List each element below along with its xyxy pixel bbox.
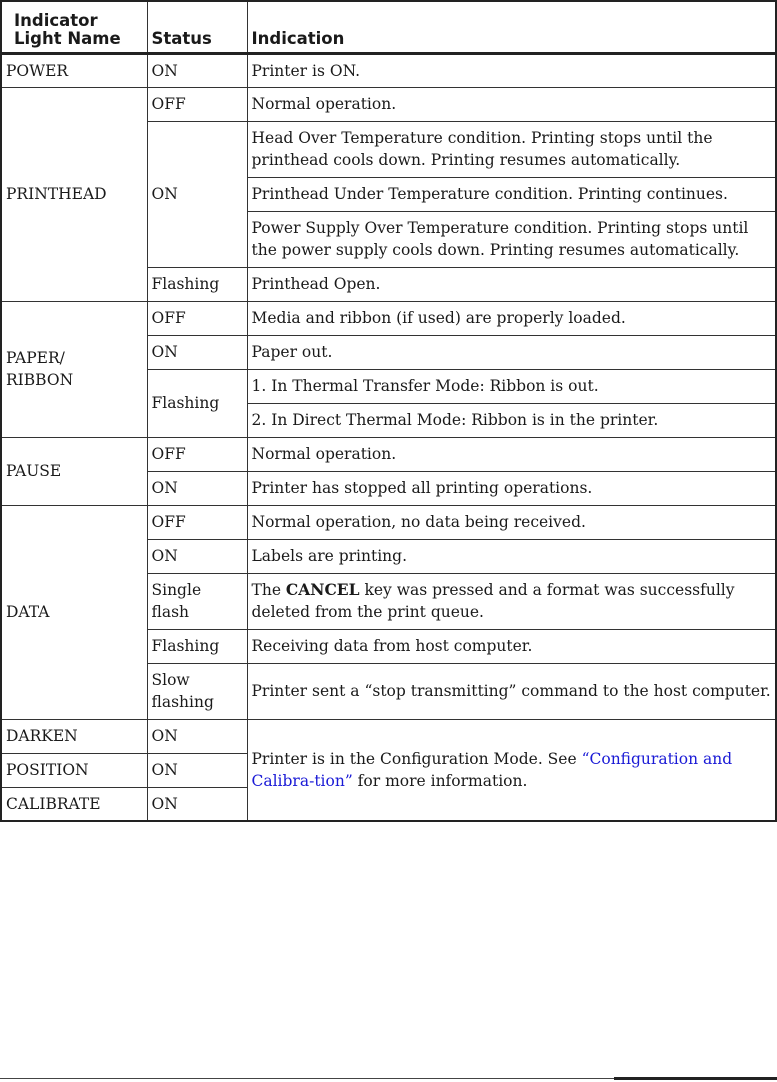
configuration-calibration-link[interactable]: “Configuration and Calibra-tion” [251, 749, 733, 790]
status-cell: Flashing [147, 369, 247, 437]
table-row [1, 505, 776, 539]
indication-cell: Normal operation. [247, 87, 776, 121]
status-cell: Single flash [147, 573, 247, 629]
status-cell: Flashing [147, 267, 247, 301]
indication-cell: Paper out. [247, 335, 776, 369]
status-text: Slow flashing [151, 671, 214, 711]
table-row [1, 53, 776, 87]
indication-cell: Power Supply Over Temperature condition. Printing stops until the power supply cools down. Printing resumes automatically. [247, 211, 776, 267]
page-bottom-rule [0, 1078, 615, 1079]
table-row [1, 87, 776, 121]
table-row [1, 301, 776, 335]
indication-cell: Printer sent a “stop transmitting” command to the host computer. [247, 663, 776, 719]
indication-cell [247, 573, 776, 629]
table-row [1, 719, 776, 753]
light-name-paper-ribbon [1, 301, 147, 437]
status-cell: ON [147, 539, 247, 573]
indication-cell: Media and ribbon (if used) are properly loaded. [247, 301, 776, 335]
table-header-row [1, 1, 776, 53]
indication-text: for more information. [352, 771, 528, 790]
status-cell: Flashing [147, 629, 247, 663]
light-name-position: POSITION [1, 753, 147, 787]
paper-ribbon-label: PAPER/ RIBBON [6, 349, 74, 389]
indication-cell: Normal operation. [247, 437, 776, 471]
light-name-printhead: PRINTHEAD [1, 87, 147, 301]
light-name-calibrate: CALIBRATE [1, 787, 147, 821]
indication-text: key was pressed and a format was successfully deleted from the print queue. [251, 581, 735, 621]
indication-cell: Head Over Temperature condition. Printing stops until the printhead cools down. Printing resumes automatically. [247, 121, 776, 177]
status-cell: ON [147, 121, 247, 267]
indication-cell: Printhead Open. [247, 267, 776, 301]
header-indication: Indication [247, 1, 776, 53]
indication-cell: Labels are printing. [247, 539, 776, 573]
status-cell: ON [147, 719, 247, 753]
status-cell: ON [147, 787, 247, 821]
header-indicator-light-name: Indicator Light Name [1, 1, 147, 53]
indication-cell: Printer is ON. [247, 53, 776, 87]
indication-cell: Printer has stopped all printing operations. [247, 471, 776, 505]
status-cell: ON [147, 335, 247, 369]
cancel-key-label: CANCEL [285, 580, 360, 599]
indication-cell: 1. In Thermal Transfer Mode: Ribbon is out. [247, 369, 776, 403]
status-cell: ON [147, 753, 247, 787]
light-name-data: DATA [1, 505, 147, 719]
page-bottom-rule-thick [614, 1077, 777, 1080]
status-cell: OFF [147, 87, 247, 121]
status-cell: ON [147, 471, 247, 505]
indication-cell: 2. In Direct Thermal Mode: Ribbon is in the printer. [247, 403, 776, 437]
status-cell: OFF [147, 301, 247, 335]
indication-text: Printer is in the Configuration Mode. See [251, 749, 582, 768]
indication-cell: Receiving data from host computer. [247, 629, 776, 663]
status-cell: ON [147, 53, 247, 87]
light-name-power: POWER [1, 53, 147, 87]
indication-text: The [251, 581, 286, 599]
status-cell: OFF [147, 505, 247, 539]
status-cell [147, 663, 247, 719]
light-name-pause: PAUSE [1, 437, 147, 505]
indication-cell [247, 719, 776, 821]
indication-cell: Printhead Under Temperature condition. Printing continues. [247, 177, 776, 211]
table-row [1, 437, 776, 471]
light-name-darken: DARKEN [1, 719, 147, 753]
status-cell: OFF [147, 437, 247, 471]
header-status: Status [147, 1, 247, 53]
indication-cell: Normal operation, no data being received. [247, 505, 776, 539]
